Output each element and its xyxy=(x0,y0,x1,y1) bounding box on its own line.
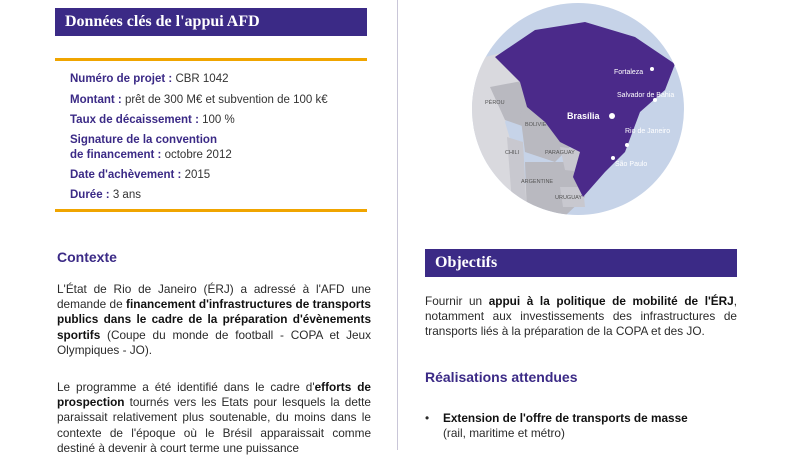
sao-paulo-marker xyxy=(611,156,615,160)
signature-label-line2: de financement : xyxy=(70,149,162,161)
fortaleza-marker xyxy=(650,67,654,71)
signature-label-line1: Signature de la convention xyxy=(70,134,217,146)
key-data-title: Données clés de l'appui AFD xyxy=(55,8,367,36)
context-heading: Contexte xyxy=(57,249,117,265)
context-p2-text: Le programme a été identifié dans le cadre d' xyxy=(57,380,315,394)
completion-row xyxy=(70,168,210,183)
context-paragraph-2 xyxy=(57,380,371,456)
label-bolivie: BOLIVIE xyxy=(525,122,547,128)
context-p1-text-end: (Coupe du monde de football - COPA et Jeux Olympiques - JO). xyxy=(57,327,371,357)
label-fortaleza: Fortaleza xyxy=(614,69,644,76)
objectives-title: Objectifs xyxy=(425,249,737,277)
disbursement-value: 100 % xyxy=(202,114,235,126)
duration-label: Durée : xyxy=(70,189,110,201)
bullet-text: (rail, maritime et métro) xyxy=(443,426,565,441)
objectives-text-end: , notamment aux investissements des infrastructures de transports liés à la préparation de la COPA et des JO. xyxy=(425,294,738,339)
key-data-bottom-rule xyxy=(55,209,367,212)
label-uruguay: URUGUAY xyxy=(555,195,583,201)
project-number-value: CBR 1042 xyxy=(175,73,229,85)
brazil-map xyxy=(465,2,691,216)
disbursement-row xyxy=(70,113,235,128)
rio-marker xyxy=(625,143,629,147)
signature-row xyxy=(70,133,232,163)
key-data-top-rule xyxy=(55,58,367,61)
amount-label: Montant : xyxy=(70,94,122,106)
signature-value: octobre 2012 xyxy=(164,149,232,161)
label-paraguay: PARAGUAY xyxy=(545,150,575,156)
duration-value: 3 ans xyxy=(112,189,141,201)
context-p2-bold: efforts de prospection xyxy=(57,380,371,410)
project-number-row xyxy=(70,72,229,87)
bullet-dot: • xyxy=(425,411,430,425)
label-rio: Rio de Janeiro xyxy=(625,128,671,135)
expected-results-heading: Réalisations attendues xyxy=(425,369,578,385)
context-p2-text-end: tournés vers les Etats pour lesquels la dette paraissait relativement plus soutenable, du moins dans le contexte de l'époque où le Brésil apparaissait comme destiné à devenir à court terme une puissance xyxy=(57,395,371,455)
duration-row xyxy=(70,188,141,203)
objectives-paragraph xyxy=(425,294,737,340)
amount-value: prêt de 300 M€ et subvention de 100 k€ xyxy=(124,94,328,106)
label-perou: PÉROU xyxy=(485,100,505,106)
label-argentine: ARGENTINE xyxy=(521,179,554,185)
disbursement-label: Taux de décaissement : xyxy=(70,114,199,126)
completion-label: Date d'achèvement : xyxy=(70,169,182,181)
objectives-bold: appui à la politique de mobilité de l'ÉRJ xyxy=(488,294,734,308)
completion-value: 2015 xyxy=(184,169,211,181)
bullet-bold: Extension de l'offre de transports de masse xyxy=(443,411,688,425)
label-salvador: Salvador de Bahia xyxy=(617,92,675,99)
label-chili: CHILI xyxy=(505,150,520,156)
column-divider xyxy=(397,0,398,450)
context-p1-text: L'État de Rio de Janeiro (ÉRJ) a adressé à l'AFD une demande de xyxy=(57,282,371,312)
project-number-label: Numéro de projet : xyxy=(70,73,173,85)
brasilia-marker xyxy=(609,113,615,119)
context-p1-bold: financement d'infrastructures de transports publics dans le cadre de la préparation d'évènements sportifs xyxy=(57,297,371,342)
label-sao-paulo: São Paulo xyxy=(615,161,648,168)
amount-row xyxy=(70,93,328,108)
context-paragraph-1 xyxy=(57,282,371,358)
expected-bullet xyxy=(425,411,737,441)
objectives-text: Fournir un xyxy=(425,294,489,308)
label-brasilia: Brasília xyxy=(567,111,600,121)
